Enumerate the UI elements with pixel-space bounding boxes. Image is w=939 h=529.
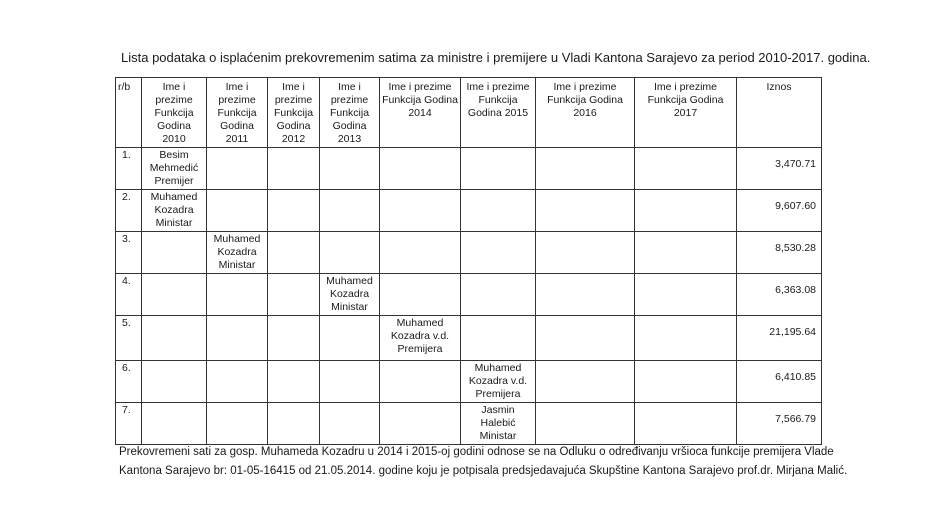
name-cell (268, 316, 320, 361)
amount-cell: 6,410.85 (737, 361, 822, 403)
name-cell (207, 274, 268, 316)
name-cell (320, 148, 380, 190)
row-number-cell: 4. (116, 274, 142, 316)
name-cell (461, 232, 536, 274)
name-cell (268, 361, 320, 403)
name-cell (207, 361, 268, 403)
name-cell (461, 148, 536, 190)
column-header-7: Ime i prezime Funkcija Godina 2016 (536, 78, 635, 148)
name-cell (320, 190, 380, 232)
table-row (116, 232, 822, 274)
name-cell (320, 361, 380, 403)
name-cell (635, 403, 737, 445)
name-cell (380, 274, 461, 316)
name-cell (207, 316, 268, 361)
column-header-9: Iznos (737, 78, 822, 148)
footnote-line-1: Prekovremeni sati za gosp. Muhameda Kozadru u 2014 i 2015-oj godini odnose se na Odluku o određivanju vršioca funkcije premijera Vlade (119, 446, 834, 458)
name-cell (536, 316, 635, 361)
name-cell: Muhamed Kozadra Ministar (207, 232, 268, 274)
column-header-3: Ime i prezime Funkcija Godina 2012 (268, 78, 320, 148)
name-cell (142, 232, 207, 274)
name-cell (380, 403, 461, 445)
name-cell (268, 148, 320, 190)
row-number-cell: 5. (116, 316, 142, 361)
name-cell (635, 361, 737, 403)
name-cell (536, 190, 635, 232)
table-row (116, 361, 822, 403)
document-title: Lista podataka o isplaćenim prekovremenim satima za ministre i premijere u Vladi Kantona Sarajevo za period 2010-2017. godina. (121, 50, 871, 65)
table-row (116, 148, 822, 190)
amount-cell: 9,607.60 (737, 190, 822, 232)
name-cell (320, 232, 380, 274)
name-cell (268, 403, 320, 445)
overtime-table (115, 77, 821, 442)
name-cell: Muhamed Kozadra v.d. Premijera (380, 316, 461, 361)
name-cell (536, 232, 635, 274)
name-cell (207, 148, 268, 190)
footnote-line-2: Kantona Sarajevo br: 01-05-16415 od 21.05.2014. godine koju je potpisala predsjedavajuća Skupštine Kantona Sarajevo prof.dr. Mirjana Malić. (119, 465, 848, 477)
name-cell (142, 316, 207, 361)
column-header-6: Ime i prezime Funkcija Godina 2015 (461, 78, 536, 148)
name-cell (320, 316, 380, 361)
name-cell (380, 361, 461, 403)
name-cell (207, 190, 268, 232)
name-cell (142, 361, 207, 403)
name-cell (461, 316, 536, 361)
column-header-5: Ime i prezime Funkcija Godina 2014 (380, 78, 461, 148)
table-row (116, 274, 822, 316)
name-cell (380, 190, 461, 232)
name-cell (142, 274, 207, 316)
column-header-8: Ime i prezime Funkcija Godina 2017 (635, 78, 737, 148)
name-cell (536, 361, 635, 403)
name-cell (635, 316, 737, 361)
table-row (116, 316, 822, 361)
name-cell (380, 148, 461, 190)
amount-cell: 7,566.79 (737, 403, 822, 445)
name-cell (536, 148, 635, 190)
row-number-cell: 6. (116, 361, 142, 403)
amount-cell: 8,530.28 (737, 232, 822, 274)
name-cell (461, 274, 536, 316)
amount-cell: 6,363.08 (737, 274, 822, 316)
name-cell (635, 190, 737, 232)
name-cell (142, 403, 207, 445)
name-cell: Muhamed Kozadra Ministar (142, 190, 207, 232)
column-header-1: Ime i prezime Funkcija Godina 2010 (142, 78, 207, 148)
table-header-row (116, 78, 822, 148)
column-header-0: r/b (116, 78, 142, 148)
name-cell (635, 232, 737, 274)
name-cell (268, 190, 320, 232)
amount-cell: 21,195.64 (737, 316, 822, 361)
table-row (116, 403, 822, 445)
name-cell (380, 232, 461, 274)
name-cell (536, 274, 635, 316)
row-number-cell: 3. (116, 232, 142, 274)
name-cell (536, 403, 635, 445)
name-cell: Besim Mehmedić Premijer (142, 148, 207, 190)
name-cell (268, 274, 320, 316)
amount-cell: 3,470.71 (737, 148, 822, 190)
name-cell: Muhamed Kozadra Ministar (320, 274, 380, 316)
name-cell: Jasmin Halebić Ministar (461, 403, 536, 445)
row-number-cell: 2. (116, 190, 142, 232)
row-number-cell: 7. (116, 403, 142, 445)
table-row (116, 190, 822, 232)
column-header-2: Ime i prezime Funkcija Godina 2011 (207, 78, 268, 148)
row-number-cell: 1. (116, 148, 142, 190)
name-cell (461, 190, 536, 232)
name-cell: Muhamed Kozadra v.d. Premijera (461, 361, 536, 403)
name-cell (320, 403, 380, 445)
footnote (119, 443, 848, 481)
name-cell (207, 403, 268, 445)
name-cell (268, 232, 320, 274)
name-cell (635, 148, 737, 190)
column-header-4: Ime i prezime Funkcija Godina 2013 (320, 78, 380, 148)
name-cell (635, 274, 737, 316)
